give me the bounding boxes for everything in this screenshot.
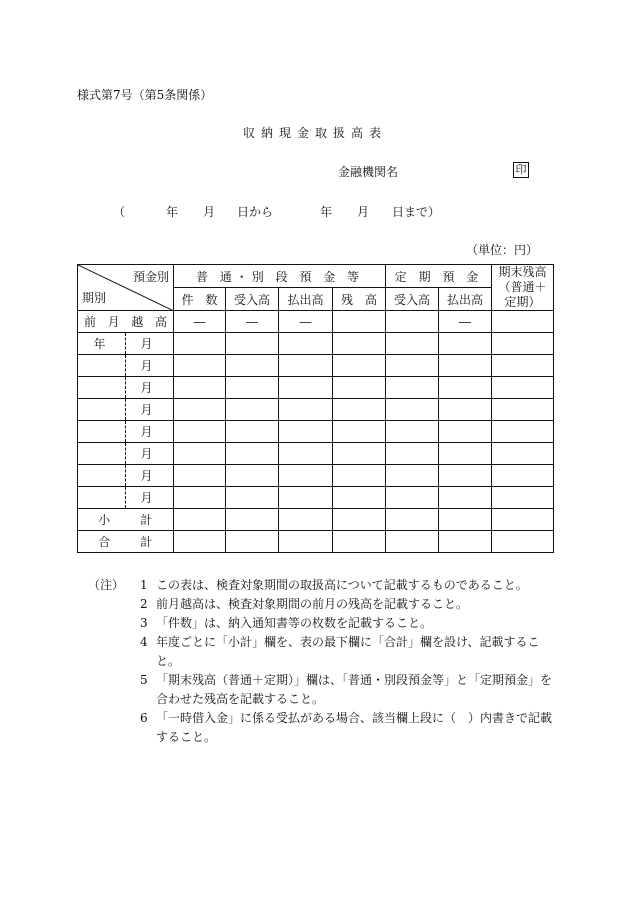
col-receipts: 受入高	[226, 288, 279, 311]
period-line	[113, 203, 443, 219]
form-number: 様式第7号（第5条関係）	[77, 88, 213, 102]
year-cell	[78, 443, 126, 465]
end-balance-line: 期末残高	[498, 265, 547, 279]
end-balance-header	[492, 265, 554, 311]
table-cell	[174, 487, 226, 509]
total-label-right: 計	[126, 531, 174, 553]
table-cell	[174, 355, 226, 377]
table-cell	[333, 531, 386, 553]
table-cell	[279, 531, 333, 553]
prev-month-label: 前月越高	[78, 311, 174, 333]
table-cell	[492, 421, 554, 443]
table-cell	[492, 465, 554, 487]
unit-label: （単位：円）	[466, 243, 539, 257]
month-cell: 月	[126, 355, 174, 377]
table-cell	[333, 509, 386, 531]
table-cell	[439, 465, 492, 487]
month-cell: 月	[126, 421, 174, 443]
table-cell	[226, 443, 279, 465]
table-cell	[439, 333, 492, 355]
table-cell	[226, 421, 279, 443]
table-cell	[439, 443, 492, 465]
month-cell: 月	[126, 333, 174, 355]
document-title: 収納現金取扱高表	[242, 126, 387, 140]
year-cell	[78, 399, 126, 421]
table-cell	[226, 355, 279, 377]
period-month-to: 月	[357, 205, 370, 219]
period-day-to: 日まで）	[392, 205, 441, 219]
table-cell	[333, 465, 386, 487]
table-cell	[386, 421, 439, 443]
table-cell	[492, 531, 554, 553]
table-cell	[439, 377, 492, 399]
col-time-payments: 払出高	[439, 288, 492, 311]
table-cell	[333, 377, 386, 399]
table-cell	[492, 377, 554, 399]
table-cell	[439, 399, 492, 421]
total-label-left: 合	[78, 531, 126, 553]
corner-top-label: 預金別	[132, 270, 169, 284]
note-item	[88, 633, 558, 671]
table-cell	[439, 509, 492, 531]
month-row	[78, 377, 554, 399]
table-cell	[492, 443, 554, 465]
note-text: 「件数」は、納入通知書等の枚数を記載すること。	[156, 616, 433, 630]
note-number: 1	[140, 578, 148, 592]
table-cell	[333, 487, 386, 509]
table-cell	[386, 333, 439, 355]
note-item	[88, 709, 558, 747]
dash-cell: ―	[174, 311, 226, 333]
note-text: この表は、検査対象期間の取扱高について記載するものであること。	[156, 578, 528, 592]
period-year-from: 年	[166, 205, 179, 219]
note-number: 6	[140, 711, 148, 725]
table-cell	[492, 355, 554, 377]
month-row	[78, 487, 554, 509]
table-cell	[333, 333, 386, 355]
note-number: 5	[140, 673, 148, 687]
note-number: 3	[140, 616, 148, 630]
table-cell	[492, 487, 554, 509]
end-balance-line: 定期）	[504, 295, 541, 309]
note-item	[88, 576, 558, 595]
table-cell	[492, 333, 554, 355]
note-item	[88, 595, 558, 614]
table-cell	[174, 333, 226, 355]
period-month-from: 月	[203, 205, 216, 219]
note-number: 4	[140, 635, 148, 649]
table-cell	[279, 509, 333, 531]
table-cell	[439, 355, 492, 377]
table-cell	[174, 399, 226, 421]
table-cell	[226, 487, 279, 509]
group-time-header: 定 期 預 金	[386, 265, 492, 288]
notes-head: （注）	[88, 578, 125, 592]
table-cell	[279, 465, 333, 487]
subtotal-row	[78, 509, 554, 531]
month-row	[78, 443, 554, 465]
year-cell	[78, 377, 126, 399]
table-cell	[333, 421, 386, 443]
table-cell	[174, 509, 226, 531]
month-cell: 月	[126, 377, 174, 399]
table-cell	[386, 531, 439, 553]
table-cell	[279, 355, 333, 377]
table-cell	[174, 531, 226, 553]
table-cell	[226, 465, 279, 487]
table-cell	[386, 311, 439, 333]
table-cell	[226, 333, 279, 355]
table-cell	[386, 465, 439, 487]
col-count: 件 数	[174, 288, 226, 311]
total-row	[78, 531, 554, 553]
seal-mark: 印	[513, 162, 529, 178]
month-row	[78, 333, 554, 355]
period-open: （	[113, 205, 126, 219]
period-year-to: 年	[320, 205, 333, 219]
table-cell	[279, 487, 333, 509]
table-cell	[439, 487, 492, 509]
table-cell	[174, 443, 226, 465]
note-number: 2	[140, 597, 148, 611]
table-cell	[386, 443, 439, 465]
bank-name-label: 金融機関名	[338, 165, 399, 179]
table-cell	[174, 465, 226, 487]
table-cell	[333, 355, 386, 377]
col-balance: 残 高	[333, 288, 386, 311]
period-day-from: 日から	[237, 205, 274, 219]
month-row	[78, 355, 554, 377]
group-ordinary-header: 普 通・別 段 預 金 等	[174, 265, 386, 288]
year-cell	[78, 465, 126, 487]
note-text: 「一時借入金」に係る受払がある場合、該当欄上段に（ ）内書きで記載すること。	[156, 711, 553, 744]
month-cell: 月	[126, 443, 174, 465]
month-row	[78, 421, 554, 443]
table-cell	[279, 421, 333, 443]
table-cell	[226, 531, 279, 553]
table-cell	[226, 377, 279, 399]
prev-month-row	[78, 311, 554, 333]
dash-cell: ―	[439, 311, 492, 333]
month-row	[78, 399, 554, 421]
table-cell	[279, 333, 333, 355]
table-cell	[386, 487, 439, 509]
notes-section	[88, 576, 558, 747]
month-cell: 月	[126, 465, 174, 487]
table-cell	[492, 509, 554, 531]
year-cell	[78, 487, 126, 509]
table-cell	[386, 377, 439, 399]
note-item	[88, 671, 558, 709]
ledger-table	[77, 264, 554, 553]
subtotal-label-right: 計	[126, 509, 174, 531]
table-cell	[226, 509, 279, 531]
table-cell	[333, 311, 386, 333]
table-cell	[279, 377, 333, 399]
table-cell	[279, 399, 333, 421]
col-time-receipts: 受入高	[386, 288, 439, 311]
table-cell	[492, 311, 554, 333]
month-cell: 月	[126, 399, 174, 421]
col-payments: 払出高	[279, 288, 333, 311]
table-cell	[174, 377, 226, 399]
table-cell	[333, 443, 386, 465]
table-cell	[386, 355, 439, 377]
table-cell	[492, 399, 554, 421]
table-cell	[386, 399, 439, 421]
table-cell	[386, 509, 439, 531]
table-cell	[279, 443, 333, 465]
year-cell	[78, 355, 126, 377]
note-text: 前月越高は、検査対象期間の前月の残高を記載すること。	[156, 597, 469, 611]
table-cell	[333, 399, 386, 421]
year-cell: 年	[78, 333, 126, 355]
subtotal-label-left: 小	[78, 509, 126, 531]
table-cell	[226, 399, 279, 421]
year-cell	[78, 421, 126, 443]
corner-header	[78, 265, 174, 311]
note-text: 年度ごとに「小計」欄を、表の最下欄に「合計」欄を設け、記載すること。	[156, 635, 540, 668]
table-cell	[174, 421, 226, 443]
table-cell	[439, 421, 492, 443]
note-text: 「期末残高（普通＋定期）」欄は、「普通・別段預金等」と「定期預金」を合わせた残高を記載すること。	[156, 673, 553, 706]
table-cell	[439, 531, 492, 553]
corner-bottom-label: 期別	[82, 291, 107, 305]
note-item	[88, 614, 558, 633]
month-cell: 月	[126, 487, 174, 509]
dash-cell: ―	[279, 311, 333, 333]
dash-cell: ―	[226, 311, 279, 333]
month-row	[78, 465, 554, 487]
end-balance-line: （普通＋	[498, 280, 547, 294]
